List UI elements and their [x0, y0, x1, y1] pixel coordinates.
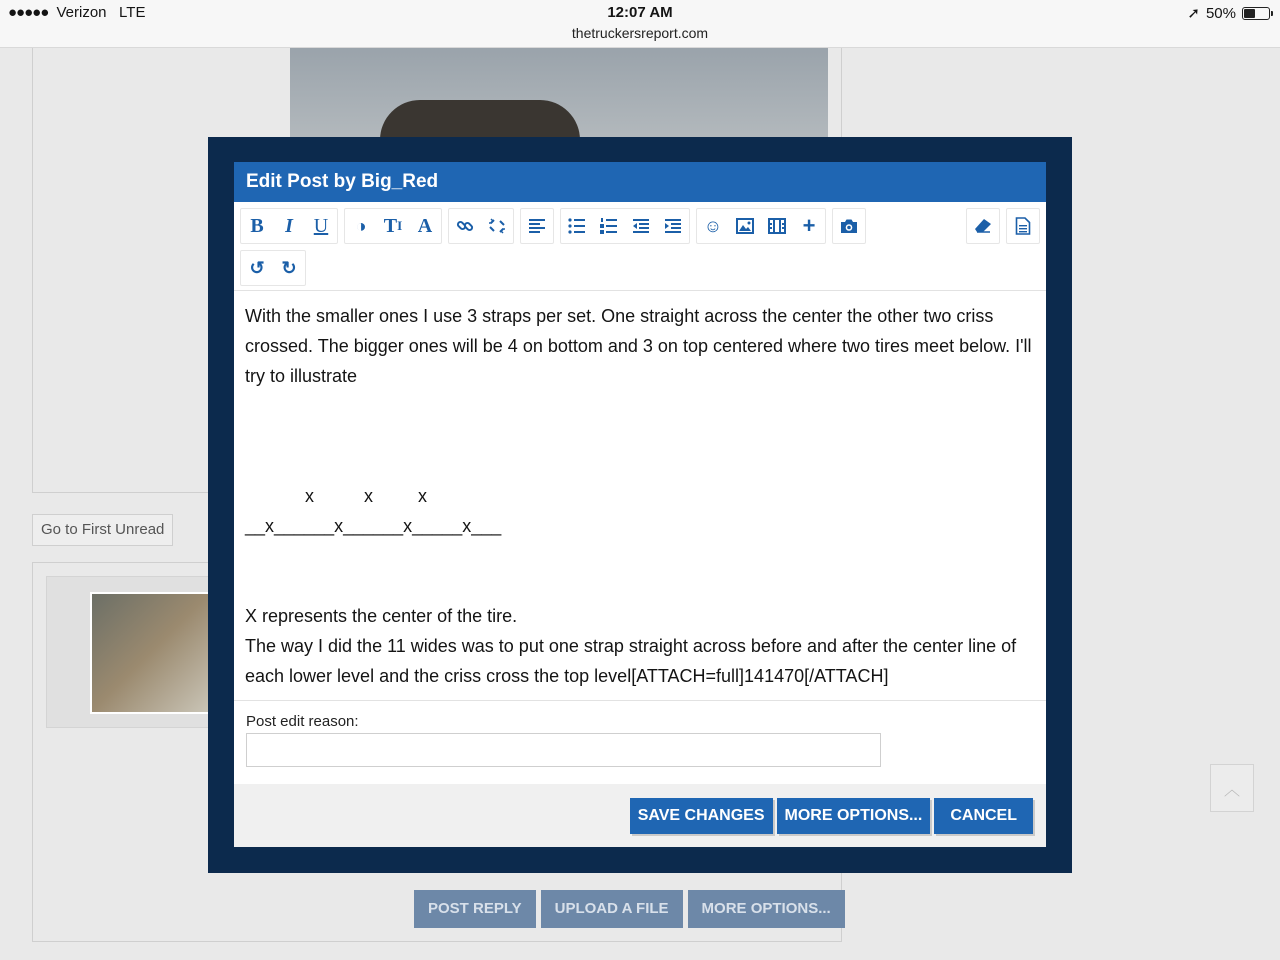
dialog-footer: [234, 784, 1046, 847]
bold-icon[interactable]: B: [250, 214, 264, 237]
editor-line: [245, 541, 1035, 571]
signal-icon: ●●●●●: [8, 4, 49, 21]
editor-line: X represents the center of the tire.: [245, 606, 518, 626]
align-icon[interactable]: [521, 209, 553, 243]
undo-icon[interactable]: ↺: [249, 257, 265, 278]
bullet-list-icon[interactable]: [561, 209, 593, 243]
image-icon[interactable]: [729, 209, 761, 243]
editor-line: x x x: [245, 486, 428, 506]
font-icon[interactable]: A: [417, 214, 433, 237]
editor-line: [245, 571, 1035, 601]
outdent-icon[interactable]: [625, 209, 657, 243]
chevron-up-icon: ︿: [1223, 781, 1240, 799]
post-photo: [290, 48, 828, 140]
text-size-icon[interactable]: T I: [383, 214, 403, 237]
status-bar: [0, 0, 1280, 48]
carrier-name: Verizon: [56, 4, 107, 21]
color-icon[interactable]: ◑: [355, 215, 367, 236]
reply-buttons: [414, 890, 845, 928]
address-bar[interactable]: thetruckersreport.com: [571, 25, 709, 41]
edit-reason-input[interactable]: [246, 733, 881, 767]
indent-icon[interactable]: [657, 209, 689, 243]
source-icon[interactable]: [1007, 209, 1039, 243]
editor-line: The way I did the 11 wides was to put one strap straight across before and after the center line of each lower level and the criss cross the top level[ATTACH=full]141470[/ATTACH]: [245, 636, 1017, 686]
avatar: [90, 592, 210, 714]
editor-toolbar: [234, 202, 1046, 291]
battery-percent: 50%: [1205, 4, 1236, 22]
go-to-first-unread-button[interactable]: Go to First Unread: [32, 514, 173, 546]
upload-file-button[interactable]: UPLOAD A FILE: [541, 890, 683, 928]
message-editor[interactable]: [234, 291, 1046, 701]
status-right: [1187, 4, 1270, 22]
insert-icon[interactable]: +: [802, 213, 816, 238]
clock: 12:07 AM: [607, 4, 673, 21]
toolbar-group-remove-format: [966, 208, 1000, 244]
media-icon[interactable]: [761, 209, 793, 243]
camera-icon[interactable]: [833, 209, 865, 243]
more-options-button[interactable]: MORE OPTIONS...: [777, 798, 931, 834]
toolbar-group-camera: [832, 208, 866, 244]
underline-icon[interactable]: U: [313, 214, 329, 237]
italic-icon[interactable]: I: [285, 214, 293, 237]
edit-post-dialog: [234, 162, 1046, 847]
edit-reason-section: [234, 701, 1046, 783]
numbered-list-icon[interactable]: [593, 209, 625, 243]
remove-format-icon[interactable]: [967, 209, 999, 243]
cancel-button[interactable]: CANCEL: [934, 798, 1033, 834]
battery-icon: [1242, 7, 1270, 20]
location-icon: ➚: [1187, 5, 1200, 22]
editor-line: [245, 421, 1035, 451]
editor-line: [245, 391, 1035, 421]
toolbar-group-align: [520, 208, 554, 244]
toolbar-group-source: [1006, 208, 1040, 244]
network-type: LTE: [119, 4, 146, 21]
scroll-to-top-button[interactable]: [1210, 764, 1254, 812]
editor-line: [245, 451, 1035, 481]
editor-line: __x______x______x_____x___: [245, 516, 502, 536]
edit-reason-label: Post edit reason:: [246, 713, 359, 730]
toolbar-group-links: [448, 208, 514, 244]
dialog-title: Edit Post by Big_Red: [234, 162, 1046, 202]
redo-icon[interactable]: ↻: [281, 257, 297, 278]
toolbar-group-font: [344, 208, 442, 244]
link-icon[interactable]: [449, 209, 481, 243]
save-changes-button[interactable]: SAVE CHANGES: [630, 798, 773, 834]
toolbar-group-lists: [560, 208, 690, 244]
tire-stack-image: [380, 100, 580, 140]
post-reply-button[interactable]: POST REPLY: [414, 890, 536, 928]
editor-line: With the smaller ones I use 3 straps per set. One straight across the center the other two criss crossed. The bigger ones will be 4 on bottom and 3 on top centered where two tires meet below. I'll try to illustrate: [245, 306, 1032, 386]
unlink-icon[interactable]: [481, 209, 513, 243]
smilie-icon[interactable]: ☺: [703, 215, 723, 236]
toolbar-group-history: [240, 250, 306, 286]
reply-more-options-button[interactable]: MORE OPTIONS...: [688, 890, 845, 928]
toolbar-group-text-style: [240, 208, 338, 244]
toolbar-group-insert: [696, 208, 826, 244]
